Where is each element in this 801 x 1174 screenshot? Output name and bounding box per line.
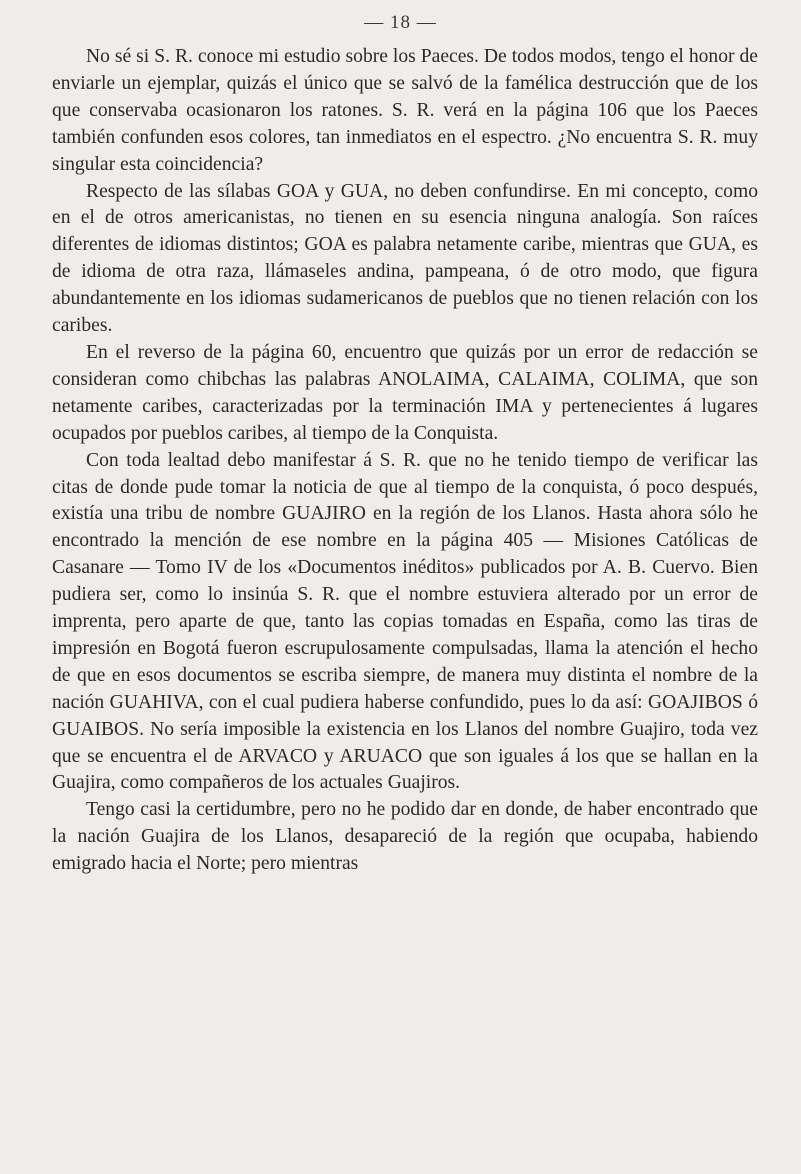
paragraph-goa-gua: Respecto de las sílabas GOA y GUA, no deben confundirse. En mi concepto, como en el de otros americanistas, no tienen en su esencia ninguna analogía. Son raíces diferentes de idiomas distintos; GOA es palabra netamente caribe, mientras que GUA, es de idioma de otra raza, llámaseles andina, pampeana, ó de otro modo, que figura abundantemente en los idiomas sudamericanos de pueblos que no tienen relación con los caribes. xyxy=(52,180,758,337)
paragraph-page-60: En el reverso de la página 60, encuentro que quizás por un error de redacción se consideran como chibchas las palabras ANOLAIMA, CALAIMA, COLIMA, que son netamente caribes, caracterizadas por la terminación IMA y pertenecientes á lugares ocupados por pueblos caribes, al tiempo de la Conquista. xyxy=(52,341,758,444)
paragraph-guajiro-tribe: Con toda lealtad debo manifestar á S. R. que no he tenido tiempo de verificar las citas de donde pude tomar la noticia de que al tiempo de la conquista, ó poco después, existía una tribu de nombre GUAJIRO en la región de los Llanos. Hasta ahora sólo he encontrado la mención de ese nombre en la página 405 — Misiones Católicas de Casanare — Tomo IV de los «Documentos inéditos» publicados por A. B. Cuervo. Bien pudiera ser, como lo insinúa S. R. que el nombre estuviera alterado por un error de imprenta, pero aparte de que, tanto las copias tomadas en España, como las tiras de impresión en Bogotá fueron escrupulosamente compulsadas, llama la atención el hecho de que en esos documentos se escriba siempre, de manera muy distinta el nombre de la nación GUAHIVA, con el cual pudiera haberse confundido, pues lo da así: GOAJIBOS ó GUAIBOS. No sería imposible la existencia en los Llanos del nombre Guajiro, toda vez que se encuentra el de ARVACO y ARUACO que son iguales á los que se hallan en la Guajira, como compañeros de los actuales Guajiros. xyxy=(52,449,758,794)
page-number: — 18 — xyxy=(364,12,437,33)
body-text xyxy=(52,44,758,878)
paragraph-guajira-nation: Tengo casi la certidumbre, pero no he podido dar en donde, de haber encontrado que la nación Guajira de los Llanos, desapareció de la región que ocupaba, habiendo emigrado hacia el Norte; pero mientras xyxy=(52,799,758,875)
paragraph-paeces-study: No sé si S. R. conoce mi estudio sobre los Paeces. De todos modos, tengo el honor de enviarle un ejemplar, quizás el único que se salvó de la famélica destrucción que de los que conservaba ocasionaron los ratones. S. R. verá en la página 106 que los Paeces también confunden esos colores, tan inmediatos en el espectro. ¿No encuentra S. R. muy singular esta coincidencia? xyxy=(52,46,758,175)
